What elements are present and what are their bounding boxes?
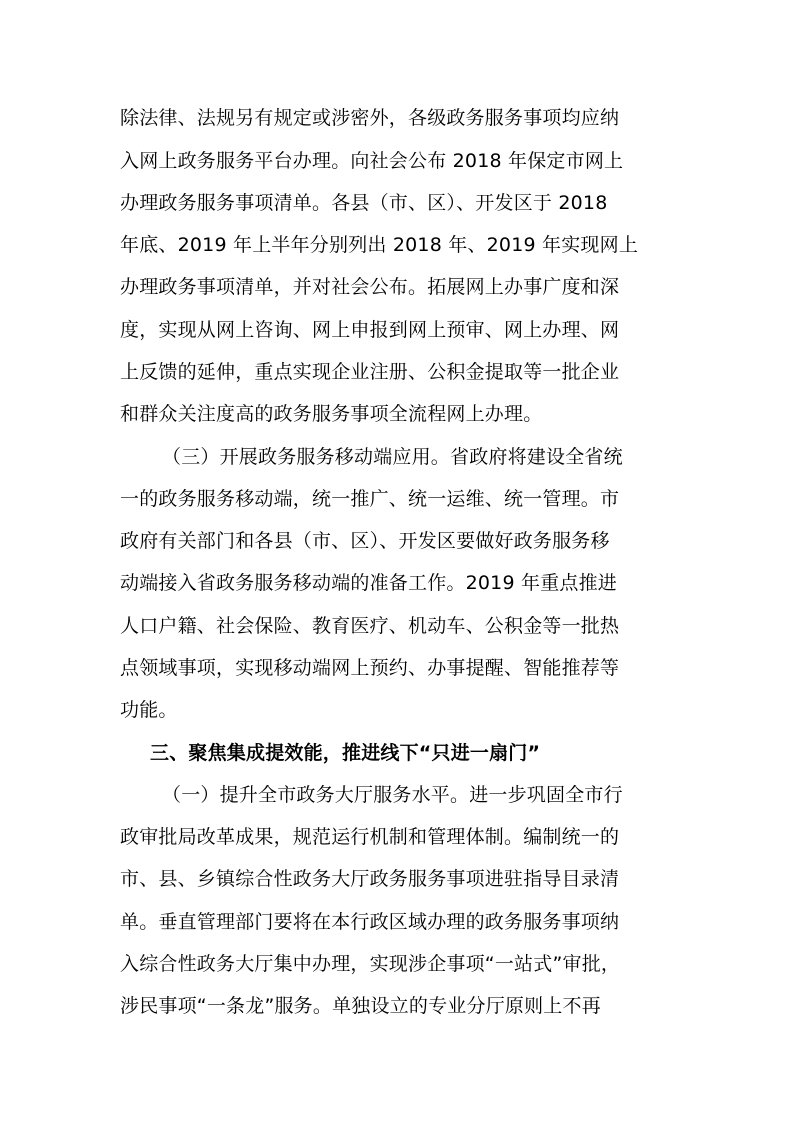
body-text-line: 涉民事项“一条龙”服务。单独设立的专业分厅原则上不再	[120, 995, 601, 1017]
section-heading: 三、聚焦集成提效能，推进线下“只进一扇门”	[150, 742, 541, 764]
body-text-line: 政审批局改革成果，规范运行机制和管理体制。编制统一的	[120, 826, 620, 848]
paragraph-start-line: （三）开展政务服务移动端应用。省政府将建设全省统	[162, 446, 623, 468]
body-text-line: 办理政务服务事项清单。各县（市、区）、开发区于 2018	[120, 192, 608, 214]
body-text-line: 和群众关注度高的政务服务事项全流程网上办理。	[120, 403, 543, 425]
body-text-line: 除法律、法规另有规定或涉密外，各级政务服务事项均应纳	[120, 107, 620, 129]
paragraph-start-line: （一）提升全市政务大厅服务水平。进一步巩固全市行	[162, 784, 623, 806]
body-text-line: 单。垂直管理部门要将在本行政区域办理的政务服务事项纳	[120, 911, 620, 933]
body-text-line: 功能。	[120, 699, 178, 721]
body-text-line: 办理政务事项清单，并对社会公布。拓展网上办事广度和深	[120, 276, 620, 298]
body-text-line: 度，实现从网上咨询、网上申报到网上预审、网上办理、网	[120, 319, 620, 341]
body-text-line: 市、县、乡镇综合性政务大厅政务服务事项进驻指导目录清	[120, 868, 620, 890]
body-text-line: 点领域事项，实现移动端网上预约、办事提醒、智能推荐等	[120, 657, 620, 679]
body-text-line: 一的政务服务移动端，统一推广、统一运维、统一管理。市	[120, 488, 620, 510]
body-text-line: 上反馈的延伸，重点实现企业注册、公积金提取等一批企业	[120, 361, 620, 383]
body-text-line: 入网上政务服务平台办理。向社会公布 2018 年保定市网上	[120, 150, 624, 172]
body-text-line: 动端接入省政务服务移动端的准备工作。2019 年重点推进	[120, 572, 617, 594]
body-text-line: 人口户籍、社会保险、教育医疗、机动车、公积金等一批热	[120, 615, 620, 637]
body-text-line: 入综合性政务大厅集中办理，实现涉企事项“一站式”审批，	[120, 953, 621, 975]
body-text-line: 政府有关部门和各县（市、区）、开发区要做好政务服务移	[120, 530, 610, 552]
body-text-line: 年底、2019 年上半年分别列出 2018 年、2019 年实现网上	[120, 234, 639, 256]
